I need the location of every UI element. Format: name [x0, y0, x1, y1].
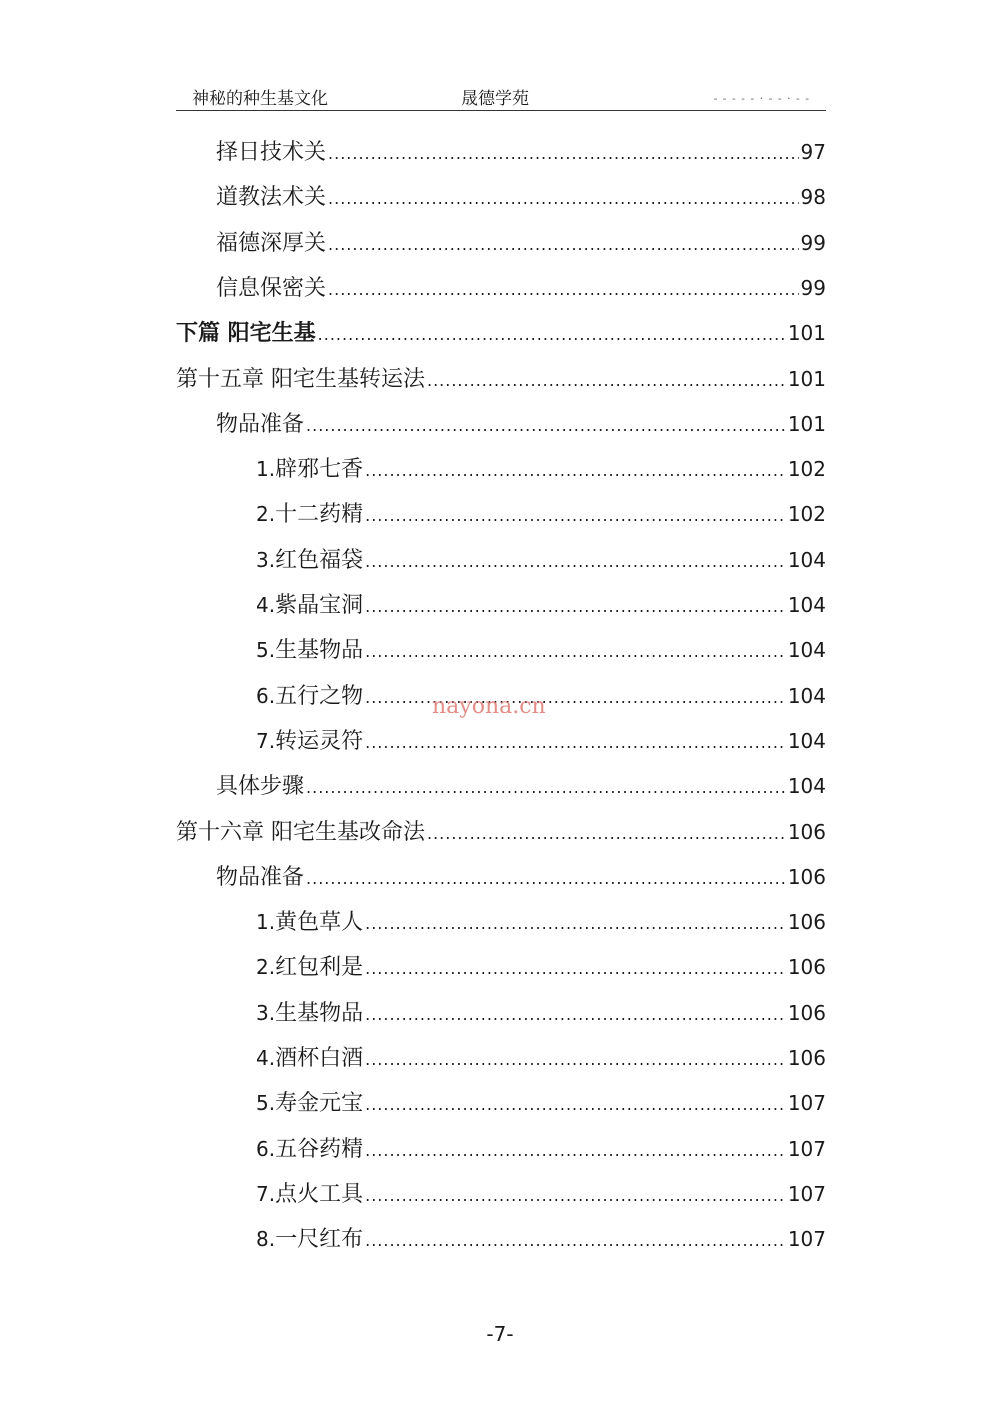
toc-entry-number: 6. [256, 1136, 276, 1161]
toc-entry-title [256, 993, 365, 1034]
toc-entry-text: 红包利是 [275, 955, 364, 981]
toc-entry-title [256, 585, 365, 626]
toc-dot-leader [365, 723, 786, 763]
toc-entry-page: 104 [787, 547, 826, 572]
toc-entry-title [176, 360, 427, 400]
toc-entry[interactable] [256, 902, 826, 942]
header-right-mark: - - - - - · - - · - - [713, 92, 810, 105]
toc-entry[interactable] [216, 857, 826, 897]
toc-entry-page: 106 [787, 1000, 826, 1025]
toc-entry-title [256, 721, 365, 762]
toc-entry-number: 3. [256, 547, 276, 572]
toc-entry-text: 第十六章 阳宅生基改命法 [176, 819, 425, 845]
toc-entry-page: 102 [787, 457, 826, 482]
page-header [176, 80, 826, 111]
toc-entry-title [256, 947, 365, 988]
toc-entry-title [216, 405, 306, 445]
toc-entry-text: 下篇 阳宅生基 [176, 320, 316, 347]
toc-entry-title [216, 269, 328, 309]
toc-entry-title [256, 1038, 365, 1079]
toc-entry-text: 点火工具 [275, 1181, 364, 1207]
toc-entry-page: 104 [787, 638, 826, 663]
toc-entry[interactable] [256, 1174, 826, 1214]
toc-entry-number: 4. [256, 593, 276, 617]
toc-entry-text: 物品准备 [216, 864, 305, 890]
toc-entry-text: 辟邪七香 [275, 457, 364, 483]
toc-entry-text: 黄色草人 [275, 910, 364, 936]
toc-entry-number: 5. [256, 1091, 276, 1116]
toc-entry[interactable] [256, 585, 826, 625]
toc-dot-leader [328, 225, 799, 265]
toc-entry[interactable] [176, 359, 826, 399]
toc-dot-leader [306, 406, 786, 446]
toc-entry-number: 8. [256, 1227, 276, 1252]
toc-entry-page: 101 [787, 411, 826, 436]
toc-entry[interactable] [216, 268, 826, 308]
toc-entry-text: 生基物品 [275, 1000, 364, 1026]
toc-entry-page: 104 [787, 774, 826, 799]
toc-entry-number: 2. [256, 955, 276, 980]
toc-entry[interactable] [256, 1083, 826, 1123]
header-publisher: 晟德学苑 [461, 89, 529, 109]
toc-entry-text: 信息保密关 [216, 275, 327, 301]
toc-entry-text: 物品准备 [216, 411, 305, 437]
toc-entry[interactable] [256, 1038, 826, 1078]
toc-dot-leader [365, 995, 786, 1035]
toc-entry[interactable] [256, 1129, 826, 1169]
toc-entry-text: 转运灵符 [275, 728, 364, 754]
toc-dot-leader [365, 1131, 786, 1171]
toc-entry-title [176, 313, 318, 353]
toc-dot-leader [328, 134, 799, 174]
toc-entry-title [256, 902, 365, 943]
toc-dot-leader [318, 315, 786, 355]
toc-entry[interactable] [256, 540, 826, 580]
toc-entry-title [216, 767, 306, 807]
toc-dot-leader [427, 814, 786, 854]
toc-entry-page: 98 [800, 185, 826, 210]
toc-dot-leader [365, 949, 786, 989]
toc-dot-leader [306, 859, 786, 899]
toc-entry-text: 酒杯白酒 [275, 1046, 364, 1071]
toc-entry-text: 具体步骤 [216, 774, 305, 800]
toc-entry-text: 紫晶宝洞 [275, 593, 364, 618]
toc-dot-leader [365, 496, 786, 536]
toc-entry-page: 106 [787, 864, 826, 889]
watermark: nayona.cn [432, 694, 546, 719]
toc-entry[interactable] [216, 404, 826, 444]
toc-entry-page: 99 [800, 275, 826, 300]
toc-entry-title [256, 1083, 365, 1124]
toc-entry-number: 1. [256, 910, 276, 935]
toc-entry-page: 107 [787, 1181, 826, 1206]
toc-entry-title [256, 449, 365, 490]
header-book-title: 神秘的种生基文化 [192, 89, 328, 109]
toc-entry-page: 106 [787, 1046, 826, 1070]
toc-dot-leader [365, 451, 786, 491]
toc-entry-text: 十二药精 [275, 502, 364, 528]
toc-entry[interactable] [216, 766, 826, 806]
toc-entry-text: 一尺红布 [275, 1227, 364, 1253]
toc-entry-title [216, 133, 328, 173]
toc-entry-title [256, 676, 365, 717]
toc-entry-page: 104 [787, 593, 826, 617]
toc-entry-title [256, 630, 365, 671]
toc-entry[interactable] [216, 132, 826, 172]
toc-dot-leader [365, 1221, 786, 1261]
toc-entry[interactable] [256, 721, 826, 761]
toc-entry-text: 生基物品 [275, 638, 364, 664]
toc-dot-leader [365, 632, 786, 672]
toc-entry-number: 7. [256, 1181, 276, 1206]
toc-entry-page: 97 [800, 140, 826, 164]
toc-entry-page: 106 [787, 819, 826, 844]
toc-entry-text: 红色福袋 [275, 547, 364, 573]
toc-entry-title [256, 540, 365, 581]
toc-entry[interactable] [216, 177, 826, 217]
toc-entry-page: 104 [787, 683, 826, 708]
toc-entry-page: 107 [787, 1227, 826, 1252]
page-number: -7- [486, 1322, 514, 1346]
toc-entry-page: 107 [787, 1091, 826, 1116]
toc-entry[interactable] [256, 630, 826, 670]
toc-entry-number: 4. [256, 1046, 276, 1070]
toc-entry[interactable] [256, 993, 826, 1033]
toc-dot-leader [365, 542, 786, 582]
toc-entry[interactable] [256, 1219, 826, 1259]
toc-dot-leader [365, 1040, 786, 1080]
toc-dot-leader [328, 270, 799, 310]
toc-entry-title [176, 813, 427, 853]
toc-entry-page: 99 [800, 230, 826, 255]
toc-entry-title [216, 858, 306, 898]
toc-entry-page: 106 [787, 910, 826, 935]
toc-entry[interactable] [256, 449, 826, 489]
toc-entry-page: 101 [787, 366, 826, 391]
toc-entry-page: 101 [787, 321, 826, 346]
toc-entry[interactable] [256, 494, 826, 534]
toc-entry-title [256, 494, 365, 535]
toc-entry[interactable] [176, 812, 826, 852]
toc-entry-number: 2. [256, 502, 276, 527]
toc-entry-text: 择日技术关 [216, 140, 327, 165]
toc-entry-title [216, 178, 328, 218]
toc-entry[interactable] [216, 223, 826, 263]
toc-entry[interactable] [176, 313, 826, 353]
toc-dot-leader [427, 361, 786, 401]
toc-entry-text: 福德深厚关 [216, 230, 327, 256]
toc-dot-leader [365, 1176, 786, 1216]
toc-entry-text: 五行之物 [275, 683, 364, 709]
toc-entry-number: 7. [256, 728, 276, 753]
toc-dot-leader [365, 587, 786, 627]
toc-dot-leader [365, 678, 786, 718]
toc-entry-number: 5. [256, 638, 276, 663]
toc-entry-title [256, 1219, 365, 1260]
toc-entry-page: 104 [787, 728, 826, 753]
toc-dot-leader [306, 768, 786, 808]
toc-entry-page: 107 [787, 1136, 826, 1161]
toc-entry-text: 道教法术关 [216, 185, 327, 211]
toc-entry-title [216, 224, 328, 264]
toc-entry-number: 6. [256, 683, 276, 708]
toc-entry-page: 106 [787, 955, 826, 980]
toc-entry-number: 1. [256, 457, 276, 482]
toc-entry-text: 第十五章 阳宅生基转运法 [176, 366, 425, 392]
toc-dot-leader [328, 179, 799, 219]
toc-dot-leader [365, 904, 786, 944]
toc-entry-number: 3. [256, 1000, 276, 1025]
toc-entry[interactable] [256, 947, 826, 987]
toc-entry-title [256, 1129, 365, 1170]
toc-entry-page: 102 [787, 502, 826, 527]
toc-entry-text: 寿金元宝 [275, 1091, 364, 1117]
toc-entry-text: 五谷药精 [275, 1136, 364, 1162]
toc-entry-title [256, 1174, 365, 1215]
toc-dot-leader [365, 1085, 786, 1125]
